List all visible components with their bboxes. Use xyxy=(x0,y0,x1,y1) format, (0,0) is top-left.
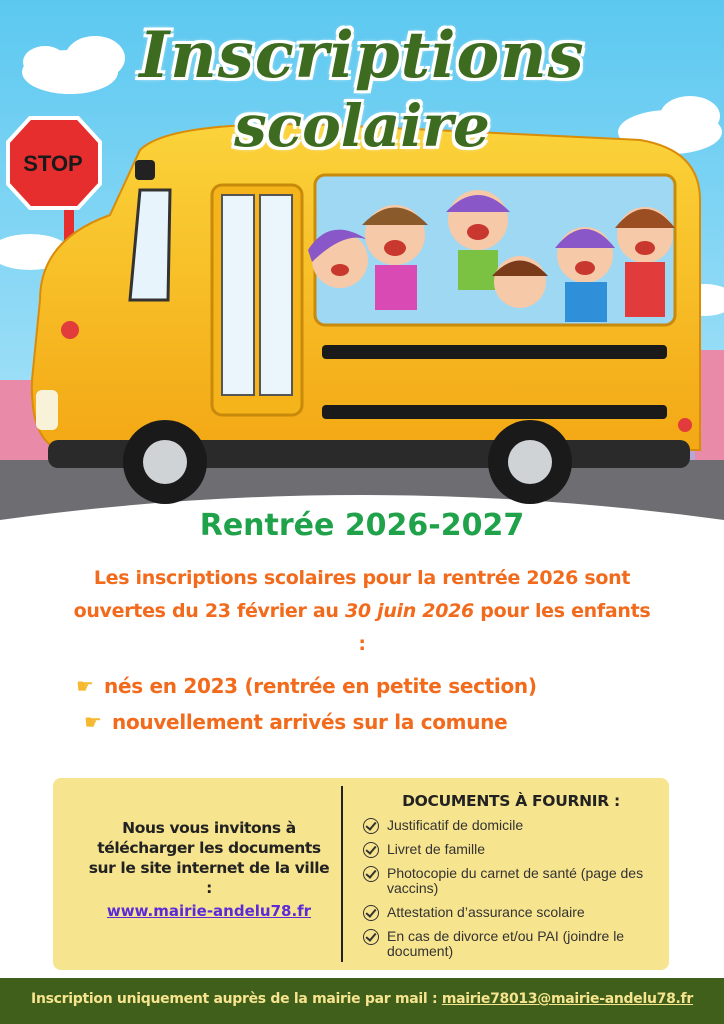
email-link[interactable]: mairie78013@mairie-andelu78.fr xyxy=(441,991,693,1007)
documents-list xyxy=(363,818,663,968)
page-title-line2: scolaire xyxy=(234,92,490,160)
list-item xyxy=(363,905,663,920)
pointing-hand-icon: ☛ xyxy=(76,674,94,698)
bullet-text: nouvellement arrivés sur la comune xyxy=(112,710,508,734)
school-year-heading: Rentrée 2026-2027 xyxy=(199,508,525,543)
list-item xyxy=(84,710,507,734)
list-item xyxy=(76,674,537,698)
document-label: Livret de famille xyxy=(387,841,486,857)
school-bus xyxy=(32,124,700,504)
pointing-hand-icon: ☛ xyxy=(84,710,102,734)
list-item xyxy=(363,866,663,896)
footer-text: Inscription uniquement auprès de la mairie par mail : xyxy=(31,991,442,1007)
svg-text:STOP: STOP xyxy=(23,151,83,176)
check-circle-icon xyxy=(363,905,379,921)
document-label: En cas de divorce et/ou PAI (joindre le document) xyxy=(387,928,625,959)
check-circle-icon xyxy=(363,842,379,858)
list-item xyxy=(363,929,663,959)
intro-paragraph xyxy=(70,562,654,661)
document-label: Attestation d’assurance scolaire xyxy=(387,904,585,920)
document-label: Photocopie du carnet de santé (page des vaccins) xyxy=(387,865,644,896)
documents-heading: DOCUMENTS À FOURNIR : xyxy=(402,792,620,810)
document-label: Justificatif de domicile xyxy=(387,817,524,833)
footer-bar xyxy=(0,978,724,1024)
page-title-line1: Inscriptions xyxy=(139,18,585,93)
list-item xyxy=(363,842,663,857)
intro-text-part2: pour les enfants : xyxy=(358,600,651,655)
intro-text-part1: Les inscriptions scolaires pour la rentrée 2026 sont ouvertes du 23 février au xyxy=(73,567,631,622)
bullet-text: nés en 2023 (rentrée en petite section) xyxy=(104,674,537,698)
check-circle-icon xyxy=(363,818,379,834)
documents-panel xyxy=(53,778,669,970)
intro-deadline: 30 juin 2026 xyxy=(344,600,474,622)
list-item xyxy=(363,818,663,833)
check-circle-icon xyxy=(363,929,379,945)
website-link[interactable]: www.mairie-andelu78.fr xyxy=(106,902,312,920)
download-invitation: Nous vous invitons à télécharger les documents sur le site internet de la ville : xyxy=(88,819,330,897)
panel-divider xyxy=(341,786,343,962)
check-circle-icon xyxy=(363,866,379,882)
